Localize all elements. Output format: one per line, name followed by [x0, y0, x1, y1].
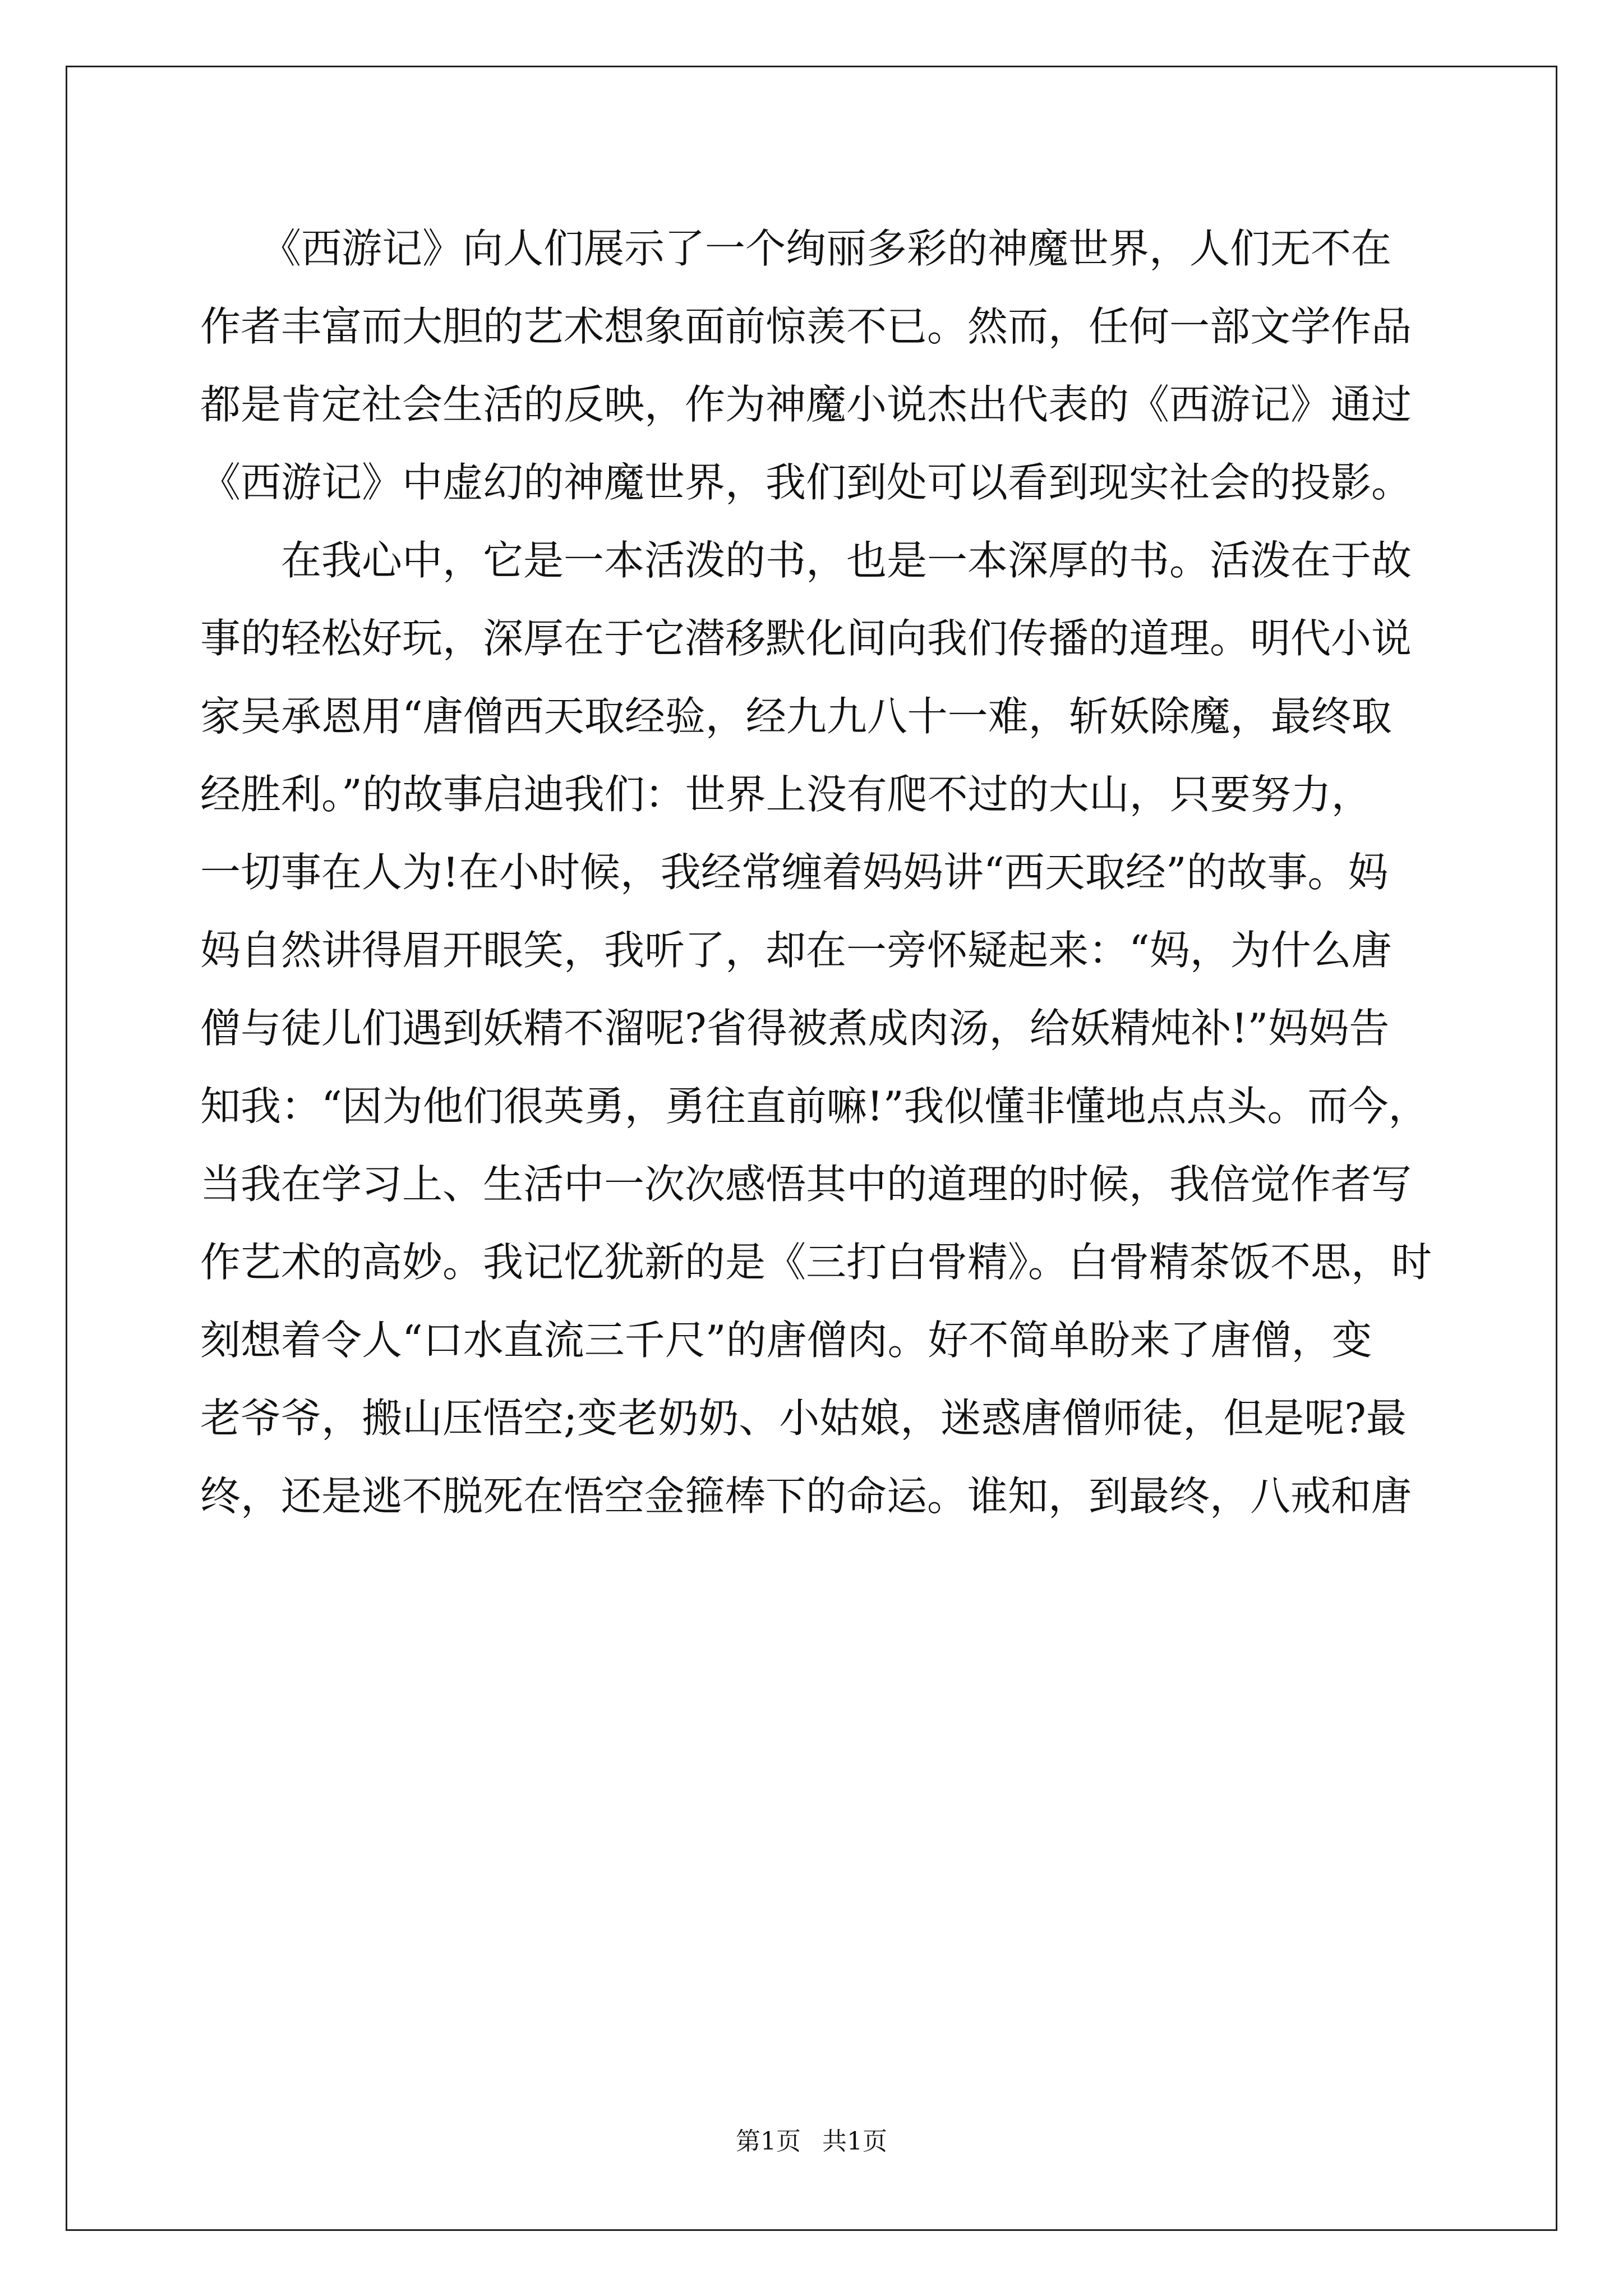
- text-line: 僧与徒儿们遇到妖精不溜呢?省得被煮成肉汤，给妖精炖补!”妈妈告: [200, 1005, 1390, 1052]
- text-line: 家吴承恩用“唐僧西天取经验，经九九八十一难，斩妖除魔，最终取: [200, 693, 1392, 740]
- text-line: 都是肯定社会生活的反映，作为神魔小说杰出代表的《西游记》通过: [200, 381, 1412, 428]
- text-line: 作者丰富而大胆的艺术想象面前惊羡不已。然而，任何一部文学作品: [200, 303, 1412, 350]
- text-line: 终，还是逃不脱死在悟空金箍棒下的命运。谁知，到最终，八戒和唐: [200, 1473, 1412, 1520]
- text-line: 《西游记》向人们展示了一个绚丽多彩的神魔世界，人们无不在: [200, 225, 1392, 272]
- text-line: 老爷爷，搬山压悟空;变老奶奶、小姑娘，迷惑唐僧师徒，但是呢?最: [200, 1395, 1407, 1442]
- text-line: 作艺术的高妙。我记忆犹新的是《三打白骨精》。白骨精茶饭不思，时: [200, 1239, 1432, 1286]
- text-line: 在我心中，它是一本活泼的书，也是一本深厚的书。活泼在于故: [200, 537, 1412, 584]
- text-line: 刻想着令人“口水直流三千尺”的唐僧肉。好不简单盼来了唐僧，变: [200, 1317, 1372, 1364]
- text-line: 《西游记》中虚幻的神魔世界，我们到处可以看到现实社会的投影。: [200, 459, 1412, 506]
- text-line: 妈自然讲得眉开眼笑，我听了，却在一旁怀疑起来：“妈，为什么唐: [200, 927, 1392, 974]
- text-line: 事的轻松好玩，深厚在于它潜移默化间向我们传播的道理。明代小说: [200, 615, 1412, 662]
- text-line: 当我在学习上、生活中一次次感悟其中的道理的时候，我倍觉作者写: [200, 1161, 1412, 1208]
- page-total: 共1页: [822, 2127, 887, 2156]
- text-line: 一切事在人为!在小时候，我经常缠着妈妈讲“西天取经”的故事。妈: [200, 849, 1389, 896]
- text-line: 经胜利。”的故事启迪我们：世界上没有爬不过的大山，只要努力，: [200, 771, 1372, 818]
- page-number: 第1页: [736, 2127, 801, 2156]
- page-footer: [0, 2125, 1623, 2159]
- text-line: 知我：“因为他们很英勇，勇往直前嘛!”我似懂非懂地点点头。而今，: [200, 1083, 1429, 1130]
